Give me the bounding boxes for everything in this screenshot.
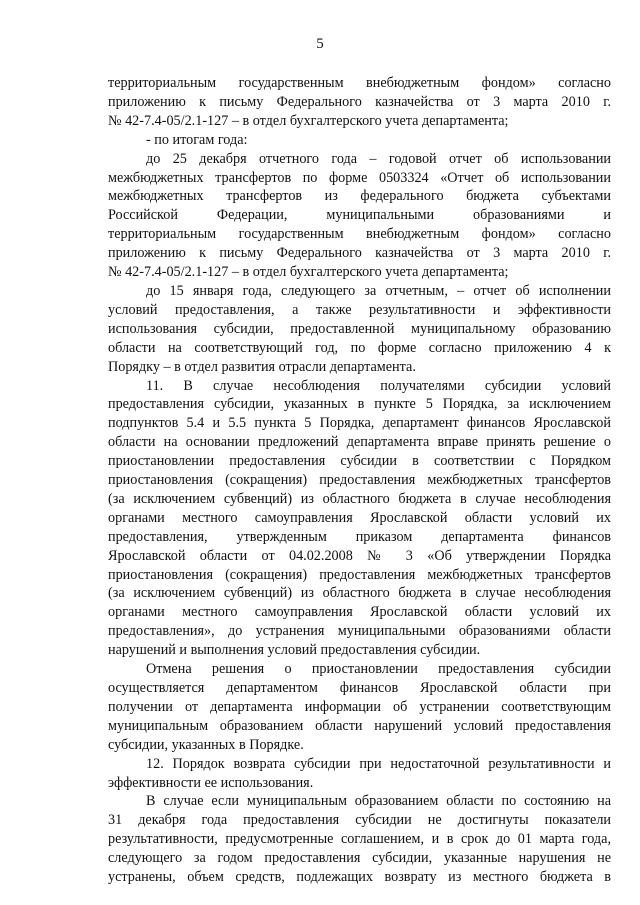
- text-line: получении от департамента информации об устранении соответствующим: [108, 698, 611, 715]
- text-line: предоставления», до устранения муниципальными образованиями области: [108, 623, 611, 640]
- text-line: до 15 января года, следующего за отчетным, – отчет об исполнении: [146, 282, 611, 299]
- text-line: В случае если муниципальным образованием области по состоянию на: [146, 793, 611, 810]
- text-line: области на соответствующий год, по форме согласно приложению 4 к: [108, 339, 611, 356]
- text-line: - по итогам года:: [146, 131, 248, 148]
- text-line: Отмена решения о приостановлении предоставления субсидии: [146, 661, 611, 678]
- text-line: устранены, объем средств, подлежащих возврату из местного бюджета в: [108, 869, 611, 886]
- text-line: осуществляется департаментом финансов Ярославской области при: [108, 680, 611, 696]
- text-line: приостановлении предоставления субсидии в соответствии с Порядком: [108, 453, 611, 470]
- text-line: условий предоставления, а также результативности и эффективности: [108, 301, 611, 318]
- text-line: Российской Федерации, муниципальными образованиями и: [108, 207, 611, 224]
- text-line: муниципальным образованием области нарушений условий предоставления: [108, 717, 611, 734]
- text-line: приложению к письму Федерального казначейства от 3 марта 2010 г.: [108, 93, 611, 110]
- text-line: предоставления субсидии, указанных в пункте 5 Порядка, за исключением: [108, 396, 611, 413]
- text-line: (за исключением субвенций) из областного бюджета в случае несоблюдения: [108, 585, 611, 602]
- text-line: № 42-7.4-05/2.1-127 – в отдел бухгалтерского учета департамента;: [108, 112, 509, 129]
- text-line: межбюджетных трансфертов по форме 0503324 «Отчет об использовании: [108, 169, 611, 186]
- text-line: 11. В случае несоблюдения получателями субсидии условий: [146, 377, 611, 394]
- text-line: нарушений и выполнения условий предоставления субсидии.: [108, 642, 481, 659]
- text-line: области на основании предложений департамента вправе принять решение о: [108, 434, 611, 451]
- text-line: Порядку – в отдел развития отрасли департамента.: [108, 358, 416, 375]
- text-line: Ярославской области от 04.02.2008 № 3 «Об утверждении Порядка: [108, 547, 611, 564]
- text-line: органами местного самоуправления Ярославской области условий их: [108, 604, 611, 621]
- text-line: приостановления (сокращения) предоставления межбюджетных трансфертов: [108, 472, 611, 489]
- page-number: 5: [316, 36, 324, 52]
- text-line: 31 декабря года предоставления субсидии не достигнуты показатели: [108, 812, 611, 829]
- text-line: территориальным государственным внебюджетным фондом» согласно: [108, 226, 611, 243]
- text-line: приложению к письму Федерального казначейства от 3 марта 2010 г.: [108, 245, 611, 262]
- text-line: 12. Порядок возврата субсидии при недостаточной результативности и: [146, 755, 611, 772]
- text-line: подпунктов 5.4 и 5.5 пункта 5 Порядка, департамент финансов Ярославской: [108, 415, 611, 432]
- text-line: территориальным государственным внебюджетным фондом» согласно: [108, 75, 611, 91]
- text-line: использования субсидии, предоставленной муниципальному образованию: [108, 320, 611, 337]
- text-line: межбюджетных трансфертов из федерального бюджета субъектами: [108, 188, 611, 205]
- text-line: (за исключением субвенций) из областного бюджета в случае несоблюдения: [108, 490, 611, 507]
- text-line: органами местного самоуправления Ярославской области условий их: [108, 509, 611, 526]
- text-line: приостановления (сокращения) предоставления межбюджетных трансфертов: [108, 566, 611, 583]
- text-line: № 42-7.4-05/2.1-127 – в отдел бухгалтерского учета департамента;: [108, 264, 509, 281]
- body-text: [108, 74, 611, 887]
- text-line: результативности, предусмотренные соглашением, и в срок до 01 марта года,: [108, 831, 611, 848]
- text-line: до 25 декабря отчетного года – годовой отчет об использовании: [146, 150, 611, 167]
- text-line: следующего за годом предоставления субсидии, указанные нарушения не: [108, 850, 611, 867]
- text-line: эффективности ее использования.: [108, 774, 314, 791]
- text-line: предоставления, утвержденным приказом департамента финансов: [108, 528, 611, 545]
- text-line: субсидии, указанных в Порядке.: [108, 736, 304, 753]
